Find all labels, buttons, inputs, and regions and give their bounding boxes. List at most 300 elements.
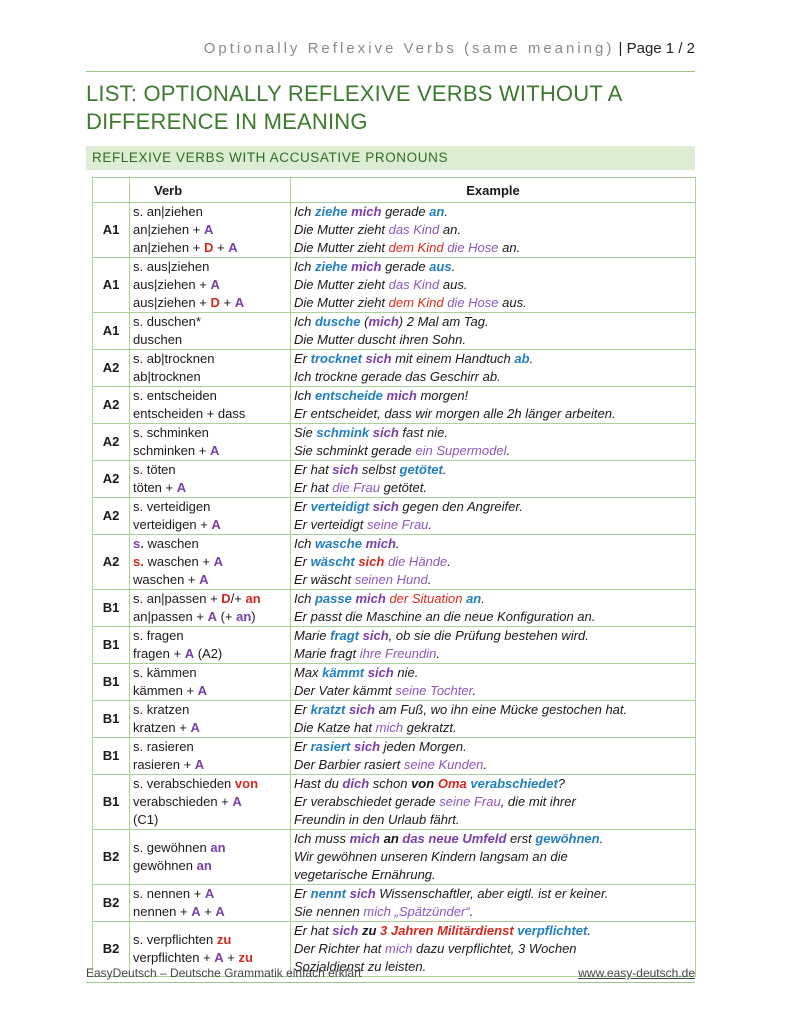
text-segment: ziehe	[314, 259, 348, 274]
table-row	[93, 738, 696, 775]
table-row	[93, 830, 696, 885]
verb-cell-line	[133, 775, 287, 793]
text-segment: an	[383, 831, 399, 846]
text-segment: an	[196, 858, 212, 873]
text-segment: A	[176, 480, 187, 495]
text-segment: Ich	[294, 259, 315, 274]
verb-cell-line	[133, 258, 287, 276]
text-segment: verpflichten +	[133, 950, 215, 965]
text-segment: Er	[294, 702, 311, 717]
text-segment: A	[214, 950, 224, 965]
text-segment: am Fuß, wo ihn eine Mücke gestochen hat.	[374, 702, 628, 717]
page-header	[86, 40, 695, 57]
verb-cell-line	[133, 645, 287, 663]
text-segment: A	[210, 277, 220, 292]
text-segment: 3 Jahren Militärdienst	[380, 923, 514, 938]
example-cell	[291, 701, 696, 738]
table-row	[93, 203, 696, 258]
verb-cell-line	[133, 442, 287, 460]
verb-cell	[130, 350, 291, 387]
example-cell-line	[294, 922, 692, 940]
text-segment: mich	[386, 388, 417, 403]
verb-cell-line	[133, 857, 287, 875]
level-cell: A1	[93, 203, 130, 258]
text-segment: Der Vater kämmt	[294, 683, 396, 698]
text-segment: an	[429, 204, 445, 219]
text-segment: Er wäscht	[294, 572, 355, 587]
text-segment: mich	[375, 720, 404, 735]
text-segment: .	[599, 831, 604, 846]
text-segment: Er verteidigt	[294, 517, 367, 532]
text-segment: Die Mutter zieht	[294, 277, 389, 292]
text-segment: aus|ziehen +	[133, 295, 211, 310]
example-cell	[291, 461, 696, 498]
table-row	[93, 885, 696, 922]
example-cell-line	[294, 903, 692, 921]
text-segment: Ich	[294, 314, 315, 329]
example-cell-line	[294, 940, 692, 958]
text-segment: vegetarische Ernährung.	[294, 867, 436, 882]
verb-cell-line	[133, 627, 287, 645]
example-cell	[291, 535, 696, 590]
text-segment: an|passen +	[133, 609, 208, 624]
level-cell: A2	[93, 535, 130, 590]
example-cell-line	[294, 811, 692, 829]
text-segment: Max	[294, 665, 323, 680]
text-segment: sich	[332, 923, 359, 938]
text-segment: sich	[372, 425, 399, 440]
header-level	[93, 178, 130, 203]
text-segment: s.	[133, 554, 144, 569]
verb-cell-line	[133, 682, 287, 700]
verb-cell-line	[133, 461, 287, 479]
example-cell-line	[294, 350, 692, 368]
text-segment: sich	[332, 462, 359, 477]
example-cell-line	[294, 645, 692, 663]
example-cell-line	[294, 793, 692, 811]
level-cell: B1	[93, 664, 130, 701]
text-segment: (	[360, 314, 369, 329]
verb-cell	[130, 738, 291, 775]
text-segment: s. kämmen	[133, 665, 197, 680]
text-segment: s. verteidigen	[133, 499, 211, 514]
text-segment: seine Frau	[439, 794, 501, 809]
verb-cell-line	[133, 719, 287, 737]
text-segment: von	[234, 776, 259, 791]
text-segment: schmink	[316, 425, 370, 440]
example-cell	[291, 203, 696, 258]
example-cell-line	[294, 885, 692, 903]
level-cell: A1	[93, 258, 130, 313]
example-cell-line	[294, 239, 692, 257]
text-segment: s. nennen +	[133, 886, 205, 901]
text-segment: s.	[133, 536, 144, 551]
example-cell-line	[294, 203, 692, 221]
example-cell	[291, 738, 696, 775]
table-body	[93, 203, 696, 977]
verb-cell-line	[133, 239, 287, 257]
text-segment: sich	[372, 499, 399, 514]
text-segment: A	[204, 886, 215, 901]
footer-link[interactable]: www.easy-deutsch.de	[578, 966, 695, 980]
verb-cell	[130, 498, 291, 535]
table-row	[93, 590, 696, 627]
example-cell	[291, 885, 696, 922]
text-segment: getötet.	[380, 480, 427, 495]
level-cell: A1	[93, 313, 130, 350]
text-segment: +	[213, 240, 229, 255]
text-segment: D	[210, 295, 220, 310]
text-segment: an|ziehen +	[133, 222, 204, 237]
text-segment: dem Kind	[388, 240, 444, 255]
text-segment: jeden Morgen.	[380, 739, 467, 754]
verb-table	[92, 177, 696, 977]
text-segment: nennt	[310, 886, 347, 901]
text-segment: s. ab|trocknen	[133, 351, 215, 366]
table-header-row	[93, 178, 696, 203]
example-cell-line	[294, 535, 692, 553]
text-segment: von	[411, 776, 435, 791]
example-cell-line	[294, 756, 692, 774]
example-cell-line	[294, 294, 692, 312]
verb-cell	[130, 535, 291, 590]
text-segment: s. an|ziehen	[133, 204, 203, 219]
text-segment: ab	[514, 351, 530, 366]
example-cell-line	[294, 866, 692, 884]
text-segment: A	[213, 554, 223, 569]
level-cell: A2	[93, 498, 130, 535]
text-segment: (+	[216, 609, 237, 624]
text-segment: gekratzt.	[403, 720, 457, 735]
example-cell-line	[294, 664, 692, 682]
example-cell-line	[294, 848, 692, 866]
text-segment: ihre Freundin	[359, 646, 437, 661]
text-segment: an.	[439, 222, 461, 237]
verb-cell-line	[133, 535, 287, 553]
text-segment: Marie fragt	[294, 646, 360, 661]
text-segment: s. verpflichten	[133, 932, 217, 947]
text-segment: dem Kind	[388, 295, 444, 310]
verb-cell	[130, 701, 291, 738]
example-cell	[291, 387, 696, 424]
example-cell	[291, 258, 696, 313]
text-segment: ziehe	[314, 204, 348, 219]
text-segment: die Hände	[387, 554, 448, 569]
text-segment: nennen +	[133, 904, 192, 919]
text-segment: aus	[429, 259, 452, 274]
text-segment: A	[215, 904, 225, 919]
text-segment: zu	[361, 923, 377, 938]
verb-cell-line	[133, 294, 287, 312]
verb-cell-line	[133, 331, 287, 349]
text-segment: gerade	[381, 204, 430, 219]
page-footer	[86, 966, 695, 980]
text-segment: verteidigen +	[133, 517, 212, 532]
text-segment: s. rasieren	[133, 739, 194, 754]
verb-cell-line	[133, 590, 287, 608]
text-segment: .	[529, 351, 534, 366]
text-segment: .	[481, 591, 485, 606]
text-segment: Er hat	[294, 462, 333, 477]
level-cell: B2	[93, 830, 130, 885]
text-segment: die Hose	[447, 240, 499, 255]
text-segment: A	[234, 295, 245, 310]
table-row	[93, 258, 696, 313]
example-cell	[291, 775, 696, 830]
text-segment: entscheide	[314, 388, 383, 403]
text-segment: rasiert	[310, 739, 351, 754]
text-segment: der Situation	[389, 591, 463, 606]
table-row	[93, 664, 696, 701]
text-segment: A	[207, 609, 217, 624]
text-segment: die Hose	[447, 295, 499, 310]
example-cell-line	[294, 424, 692, 442]
text-segment: passe	[314, 591, 352, 606]
text-segment: mit einem Handtuch	[391, 351, 515, 366]
verb-cell	[130, 627, 291, 664]
text-segment: ein Supermodel	[415, 443, 507, 458]
text-segment: .	[427, 572, 432, 587]
example-cell	[291, 627, 696, 664]
text-segment: Die Katze hat	[294, 720, 376, 735]
example-cell-line	[294, 442, 692, 460]
level-cell: B1	[93, 701, 130, 738]
text-segment: morgen!	[416, 388, 469, 403]
verb-cell-line	[133, 203, 287, 221]
level-cell: A2	[93, 461, 130, 498]
text-segment: .	[483, 757, 487, 772]
verb-cell-line	[133, 424, 287, 442]
text-segment: +	[219, 295, 235, 310]
text-segment: ab|trocknen	[133, 369, 201, 384]
text-segment: das Kind	[388, 222, 440, 237]
text-segment: rasieren +	[133, 757, 195, 772]
text-segment: mich	[355, 591, 386, 606]
text-segment: s. verabschieden	[133, 776, 235, 791]
text-segment: kämmt	[322, 665, 365, 680]
text-segment: dich	[342, 776, 370, 791]
verb-cell	[130, 830, 291, 885]
verb-cell	[130, 387, 291, 424]
level-cell: B1	[93, 738, 130, 775]
text-segment: .	[428, 517, 433, 532]
verb-cell-line	[133, 738, 287, 756]
text-segment: sich	[354, 739, 381, 754]
text-segment: an	[236, 609, 252, 624]
page-number: | Page 1 / 2	[618, 40, 695, 57]
text-segment: seine Frau	[366, 517, 429, 532]
text-segment: s. schminken	[133, 425, 209, 440]
text-segment: Freundin in den Urlaub fährt.	[294, 812, 460, 827]
text-segment: kämmen +	[133, 683, 198, 698]
text-segment: , ob sie die Prüfung bestehen wird.	[388, 628, 589, 643]
text-segment: mich	[351, 204, 382, 219]
text-segment: s. kratzen	[133, 702, 190, 717]
text-segment: Er hat	[294, 923, 333, 938]
example-cell	[291, 498, 696, 535]
example-cell	[291, 350, 696, 387]
text-segment: an.	[498, 240, 521, 255]
text-segment: Hast du	[294, 776, 343, 791]
table-row	[93, 461, 696, 498]
text-segment: wasche	[314, 536, 362, 551]
text-segment: fast nie.	[398, 425, 448, 440]
text-segment: Ich	[294, 591, 315, 606]
verb-cell-line	[133, 701, 287, 719]
verb-cell	[130, 424, 291, 461]
text-segment: Er entscheidet, dass wir morgen alle 2h länger arbeiten.	[294, 406, 616, 421]
text-segment: .	[395, 536, 400, 551]
text-segment: kratzt	[310, 702, 346, 717]
text-segment: s. an|passen +	[133, 591, 222, 606]
text-segment: mich	[349, 831, 380, 846]
text-segment: fragen +	[133, 646, 185, 661]
verb-cell	[130, 258, 291, 313]
text-segment: zu	[238, 950, 253, 965]
text-segment: ?	[557, 776, 566, 791]
text-segment: sich	[348, 702, 375, 717]
verb-cell-line	[133, 756, 287, 774]
table-row	[93, 350, 696, 387]
verb-cell-line	[133, 276, 287, 294]
verb-cell-line	[133, 931, 287, 949]
example-cell-line	[294, 387, 692, 405]
text-segment: wäscht	[310, 554, 355, 569]
example-cell-line	[294, 313, 692, 331]
text-segment: .	[451, 259, 456, 274]
text-segment: Sie	[294, 425, 317, 440]
text-segment: Er	[294, 351, 311, 366]
example-cell-line	[294, 775, 692, 793]
text-segment: s. gewöhnen	[133, 840, 211, 855]
text-segment: .	[436, 646, 440, 661]
verb-cell-line	[133, 664, 287, 682]
level-cell: B1	[93, 627, 130, 664]
text-segment: Er	[294, 499, 311, 514]
text-segment: an	[210, 840, 226, 855]
text-segment: getötet	[399, 462, 443, 477]
text-segment: schon	[369, 776, 412, 791]
text-segment: .	[506, 443, 511, 458]
text-segment: Ich	[294, 388, 315, 403]
example-cell-line	[294, 258, 692, 276]
verb-cell-line	[133, 793, 287, 811]
verb-cell-line	[133, 221, 287, 239]
header-verb: Verb	[130, 178, 291, 203]
text-segment: Wir gewöhnen unseren Kindern langsam an die	[294, 849, 568, 864]
text-segment: sich	[362, 628, 389, 643]
text-segment: gewöhnen	[535, 831, 600, 846]
text-segment: Er verabschiedet gerade	[294, 794, 440, 809]
text-segment: seinen Hund	[354, 572, 428, 587]
text-segment: trocknet	[310, 351, 362, 366]
text-segment: nie.	[393, 665, 419, 680]
level-cell: B2	[93, 922, 130, 977]
text-segment: Er	[294, 554, 311, 569]
verb-cell	[130, 590, 291, 627]
text-segment: an|ziehen +	[133, 240, 204, 255]
text-segment: D	[203, 240, 214, 255]
text-segment: A	[199, 572, 209, 587]
text-segment: verpflichtet	[517, 923, 588, 938]
text-segment: sich	[367, 665, 394, 680]
text-segment: mich	[363, 904, 391, 919]
text-segment: sich	[365, 351, 392, 366]
example-cell-line	[294, 368, 692, 386]
text-segment: .	[472, 683, 477, 698]
text-segment: )	[251, 609, 256, 624]
verb-cell	[130, 461, 291, 498]
text-segment: Der Richter hat	[294, 941, 386, 956]
example-cell-line	[294, 479, 692, 497]
text-segment: mich	[351, 259, 382, 274]
table-row	[93, 701, 696, 738]
text-segment: /+	[230, 591, 246, 606]
page-title: LIST: OPTIONALLY REFLEXIVE VERBS WITHOUT A DIFFERENCE IN MEANING	[86, 81, 622, 134]
text-segment: A	[184, 646, 195, 661]
level-cell: A2	[93, 424, 130, 461]
table-row	[93, 424, 696, 461]
text-segment: an	[466, 591, 482, 606]
table-row	[93, 313, 696, 350]
text-segment: Oma	[437, 776, 467, 791]
text-segment: .	[587, 923, 591, 938]
level-cell: B2	[93, 885, 130, 922]
example-cell-line	[294, 498, 692, 516]
example-cell-line	[294, 738, 692, 756]
header-example: Example	[291, 178, 696, 203]
table-row	[93, 498, 696, 535]
verb-cell-line	[133, 839, 287, 857]
example-cell-line	[294, 830, 692, 848]
text-segment: sich	[358, 554, 385, 569]
verb-cell-line	[133, 553, 287, 571]
text-segment: Er	[294, 739, 311, 754]
text-segment: A	[203, 222, 214, 237]
text-segment: +	[223, 950, 239, 965]
level-cell: B1	[93, 775, 130, 830]
example-cell-line	[294, 553, 692, 571]
text-segment: zu	[216, 932, 232, 947]
text-segment: s. aus|ziehen	[133, 259, 210, 274]
text-segment: sich	[349, 886, 376, 901]
example-cell-line	[294, 719, 692, 737]
verb-cell-line	[133, 903, 287, 921]
verb-cell	[130, 313, 291, 350]
text-segment: „Spätzünder“	[394, 904, 470, 919]
footer-divider	[86, 982, 695, 983]
text-segment: mich	[368, 314, 399, 329]
text-segment: A	[194, 757, 205, 772]
text-segment: an	[245, 591, 261, 606]
text-segment: die Frau	[332, 480, 380, 495]
verb-cell-line	[133, 608, 287, 626]
text-segment: dusche	[314, 314, 361, 329]
text-segment: das Kind	[388, 277, 440, 292]
text-segment: Die Mutter duscht ihren Sohn.	[294, 332, 466, 347]
text-segment: gegen den Angreifer.	[398, 499, 523, 514]
text-segment: Ich	[294, 536, 315, 551]
example-cell	[291, 313, 696, 350]
example-cell-line	[294, 682, 692, 700]
text-segment: Sie schminkt gerade	[294, 443, 416, 458]
text-segment: (A2)	[194, 646, 223, 661]
verb-cell	[130, 203, 291, 258]
text-segment: s. duschen*	[133, 314, 201, 329]
example-cell	[291, 664, 696, 701]
verb-cell-line	[133, 885, 287, 903]
text-segment: D	[221, 591, 231, 606]
